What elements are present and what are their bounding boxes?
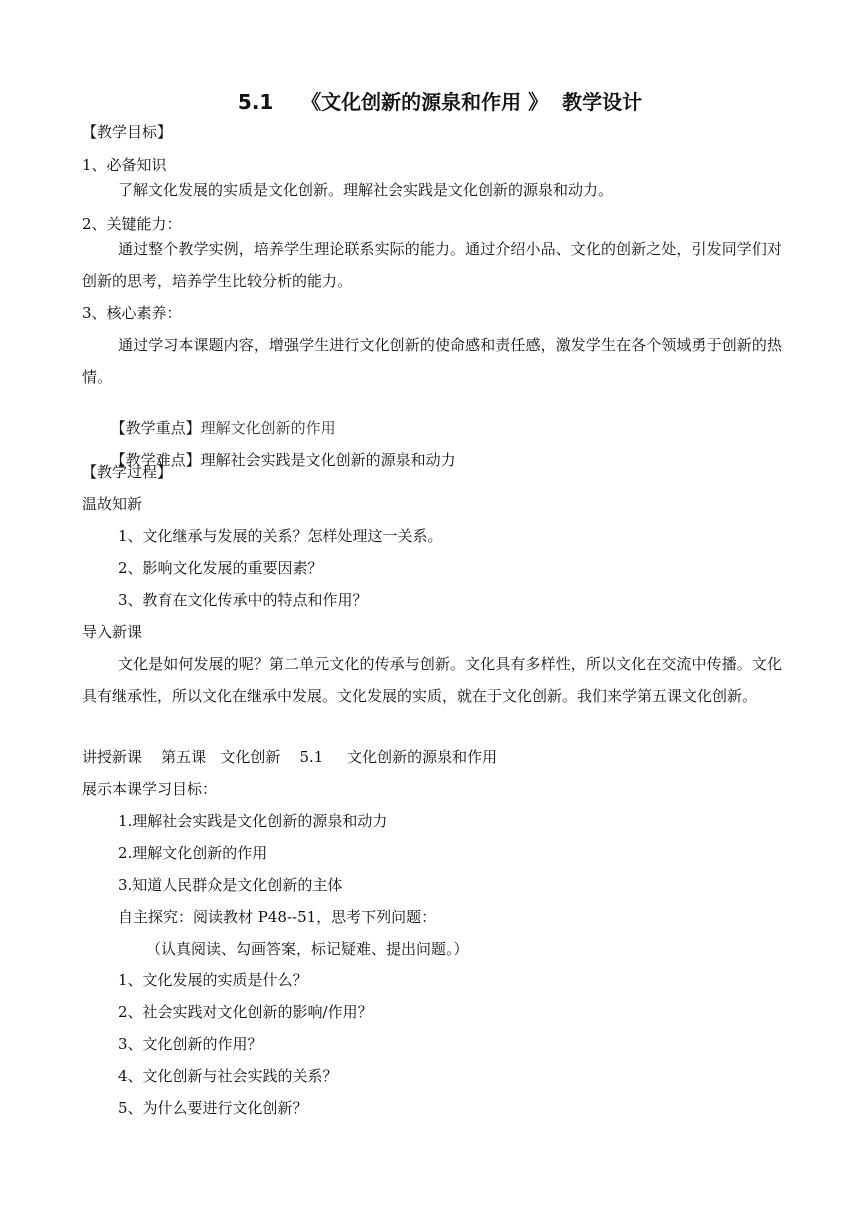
difficulty-label: 【教学难点】 <box>110 451 201 469</box>
intro-label: 导入新课 <box>82 623 143 641</box>
review-item: 1、文化继承与发展的关系？怎样处理这一关系。 <box>118 527 443 545</box>
objective-item: 2.理解文化创新的作用 <box>118 844 268 862</box>
knowledge-text: 了解文化发展的实质是文化创新。理解社会实践是文化创新的源泉和动力。 <box>118 181 614 199</box>
question-item: 2、社会实践对文化创新的影响/作用？ <box>118 1003 373 1021</box>
review-label: 温故知新 <box>82 495 143 513</box>
document-body <box>82 0 782 1216</box>
difficulty-text: 理解社会实践是文化创新的源泉和动力 <box>200 451 456 469</box>
review-item: 3、教育在文化传承中的特点和作用？ <box>118 591 368 609</box>
intro-text: 文化是如何发展的呢？第二单元文化的传承与创新。文化具有多样性，所以文化在交流中传播。文化具有继承性，所以文化在继承中发展。文化发展的实质，就在于文化创新。我们来学第五课文化创新。 <box>82 655 782 705</box>
question-item: 1、文化发展的实质是什么？ <box>118 971 308 989</box>
ability-label: 2、关键能力： <box>82 215 182 233</box>
process-header: 【教学过程】 <box>82 463 173 481</box>
goals-header: 【教学目标】 <box>82 123 173 141</box>
explore-note: （认真阅读、勾画答案，标记疑难、提出问题。） <box>146 940 469 958</box>
objective-item: 1.理解社会实践是文化创新的源泉和动力 <box>118 812 388 830</box>
ability-text: 通过整个教学实例，培养学生理论联系实际的能力。通过介绍小品、文化的创新之处，引发同学们对创新的思考，培养学生比较分析的能力。 <box>82 240 782 290</box>
page-title: 5.1 《文化创新的源泉和作用 》 教学设计 <box>237 90 643 114</box>
objectives-label: 展示本课学习目标： <box>82 780 218 798</box>
key-point-label: 【教学重点】 <box>110 419 201 437</box>
key-point-text: 理解文化创新的作用 <box>200 419 336 437</box>
question-item: 3、文化创新的作用？ <box>118 1035 263 1053</box>
literacy-text: 通过学习本课题内容，增强学生进行文化创新的使命感和责任感，激发学生在各个领域勇于创新的热情。 <box>82 336 782 386</box>
objective-item: 3.知道人民群众是文化创新的主体 <box>118 876 343 894</box>
question-item: 4、文化创新与社会实践的关系？ <box>118 1067 338 1085</box>
explore-line: 自主探究：阅读教材 P48--51，思考下列问题： <box>118 908 437 926</box>
question-item: 5、为什么要进行文化创新？ <box>118 1099 308 1117</box>
lecture-line: 讲授新课 第五课 文化创新 5.1 文化创新的源泉和作用 <box>82 748 498 766</box>
review-item: 2、影响文化发展的重要因素？ <box>118 559 323 577</box>
literacy-label: 3、核心素养： <box>82 304 182 322</box>
knowledge-label: 1、必备知识 <box>82 156 167 174</box>
